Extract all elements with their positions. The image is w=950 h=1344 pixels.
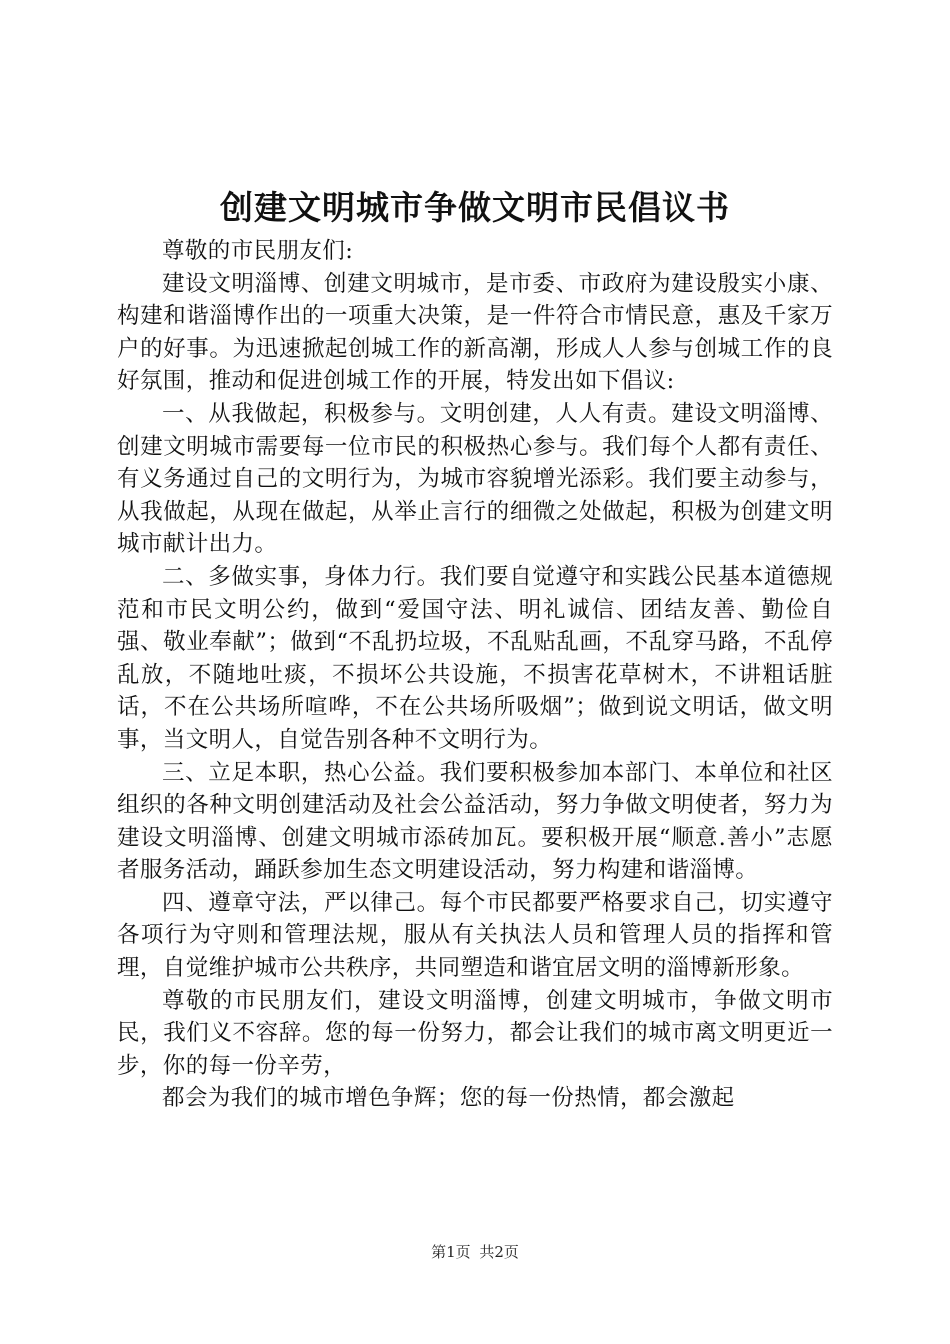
salutation: 尊敬的市民朋友们:	[162, 238, 354, 264]
proposal-two-paragraph: 二、多做实事，身体力行。我们要自觉遵守和实践公民基本道德规范和市民文明公约，做到“爱国守法、明礼诚信、团结友善、勤俭自强、敬业奉献”；做到“不乱扔垃圾，不乱贴乱画，不乱穿马路，不乱停乱放，不随地吐痰，不损坏公共设施，不损害花草树木，不讲粗话脏话，不在公共场所喧哗，不在公共场所吸烟”；做到说文明话，做文明事，当文明人，自觉告别各种不文明行为。	[117, 563, 833, 753]
continuation-paragraph: 都会为我们的城市增色争辉；您的每一份热情，都会激起	[162, 1085, 735, 1112]
page-footer	[0, 1242, 950, 1262]
intro-paragraph: 建设文明淄博、创建文明城市，是市委、市政府为建设殷实小康、构建和谐淄博作出的一项重大决策，是一件符合市情民意，惠及千家万户的好事。为迅速掀起创城工作的新高潮，形成人人参与创城工作的良好氛围，推动和促进创城工作的开展，特发出如下倡议:	[117, 270, 833, 395]
document-title: 创建文明城市争做文明市民倡议书	[220, 188, 730, 227]
proposal-four-paragraph: 四、遵章守法，严以律己。每个市民都要严格要求自己，切实遵守各项行为守则和管理法规，服从有关执法人员和管理人员的指挥和管理，自觉维护城市公共秩序，共同塑造和谐宜居文明的淄博新形象。	[117, 889, 833, 982]
proposal-one-paragraph: 一、从我做起，积极参与。文明创建，人人有责。建设文明淄博、创建文明城市需要每一位市民的积极热心参与。我们每个人都有责任、有义务通过自己的文明行为，为城市容貌增光添彩。我们要主动参与，从我做起，从现在做起，从举止言行的细微之处做起，积极为创建文明城市献计出力。	[117, 400, 833, 558]
closing-paragraph: 尊敬的市民朋友们，建设文明淄博，创建文明城市，争做文明市民，我们义不容辞。您的每一份努力，都会让我们的城市离文明更近一步，你的每一份辛劳，	[117, 987, 833, 1079]
page-total: 共2页	[479, 1243, 519, 1261]
proposal-three-paragraph: 三、立足本职，热心公益。我们要积极参加本部门、本单位和社区组织的各种文明创建活动及社会公益活动，努力争做文明使者，努力为建设文明淄博、创建文明城市添砖加瓦。要积极开展“顺意.善小”志愿者服务活动，踊跃参加生态文明建设活动，努力构建和谐淄博。	[117, 759, 833, 884]
document-body	[117, 235, 833, 1115]
page-number: 第1页	[431, 1243, 471, 1261]
